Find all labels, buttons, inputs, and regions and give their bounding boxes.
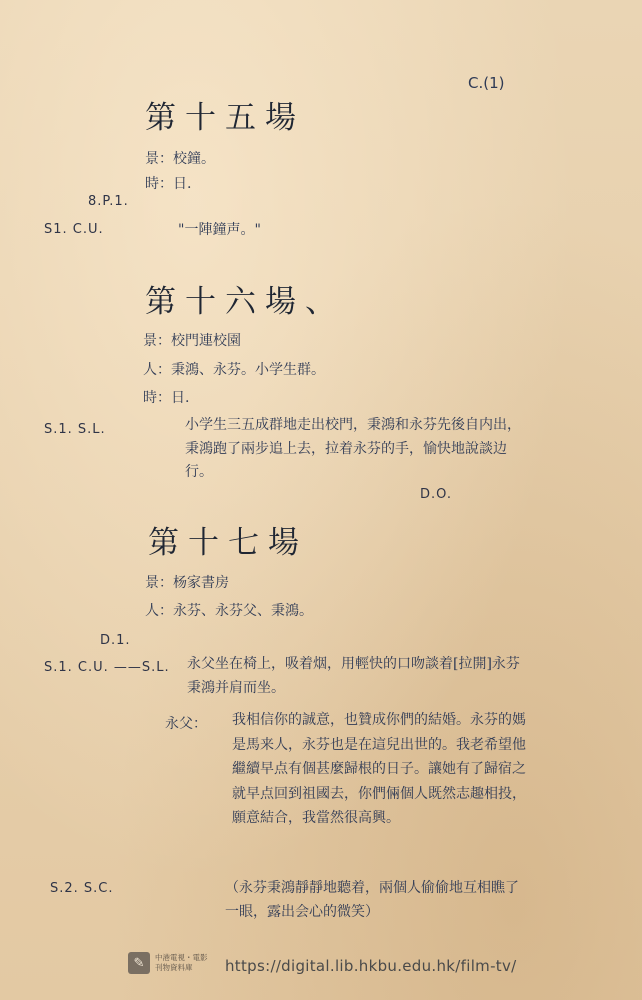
scene-15-time: 時：日. [145,176,192,192]
film-library-logo-icon: ✎ [128,952,150,974]
scene-15-code: 8.P.1. [88,194,129,209]
scene-17-speaker: 永父： [165,716,207,732]
scene-15-title: 第十五場 [145,100,305,136]
scene-16-setting: 景：校門連校園 [143,333,241,349]
scene-17-shot-1: S.1. C.U. ——S.L. [44,660,170,675]
scene-16-shot: S.1. S.L. [44,422,106,437]
scene-15-shot: S1. C.U. [44,222,104,237]
library-watermark [128,952,208,974]
scene-17-setting: 景：杨家書房 [145,575,229,591]
logo-line-1: 中港電視・電影 [155,953,208,962]
scene-17-action-1: 永父坐在椅上，吸着烟，用輕快的口吻談着[拉開]永芬秉鴻并肩而坐。 [187,656,520,696]
scene-17-action-2: （永芬秉鴻靜靜地聽着，兩個人偷偷地互相瞧了一眼，露出会心的微笑） [225,880,519,920]
scene-16-action: 小学生三五成群地走出校門，秉鴻和永芬先後自内出，秉鴻跑了兩步追上去，拉着永芬的手，愉快地說談边行。 [185,417,521,480]
scene-16-title: 第十六場、 [145,284,345,320]
scene-17-dialogue: 我相信你的誠意，也贊成你們的結婚。永芬的媽是馬来人，永芬也是在這兒出世的。我老希望他繼續早点有個甚麼歸根的日子。讓她有了歸宿之就早点回到祖國去，你們倆個人既然志趣相投，願意結合，我當然很高興。 [232,712,526,826]
source-url-link[interactable]: https://digital.lib.hkbu.edu.hk/film-tv/ [225,957,517,975]
scene-17-people: 人：永芬、永芬父、秉鴻。 [145,603,313,619]
logo-line-2: 刊物資料庫 [155,963,193,972]
scene-15-action: "一陣鐘声。" [178,222,261,238]
scene-16-transition: D.O. [420,487,452,502]
scene-17-code: D.1. [100,633,131,648]
page-reference: C.(1) [468,74,505,92]
scene-17-title: 第十七場 [148,525,308,561]
scene-16-time: 時：日. [143,390,190,406]
scene-16-people: 人：秉鴻、永芬。小学生群。 [143,362,325,378]
scene-17-shot-2: S.2. S.C. [50,881,114,896]
scene-15-setting: 景：校鐘。 [145,151,215,167]
